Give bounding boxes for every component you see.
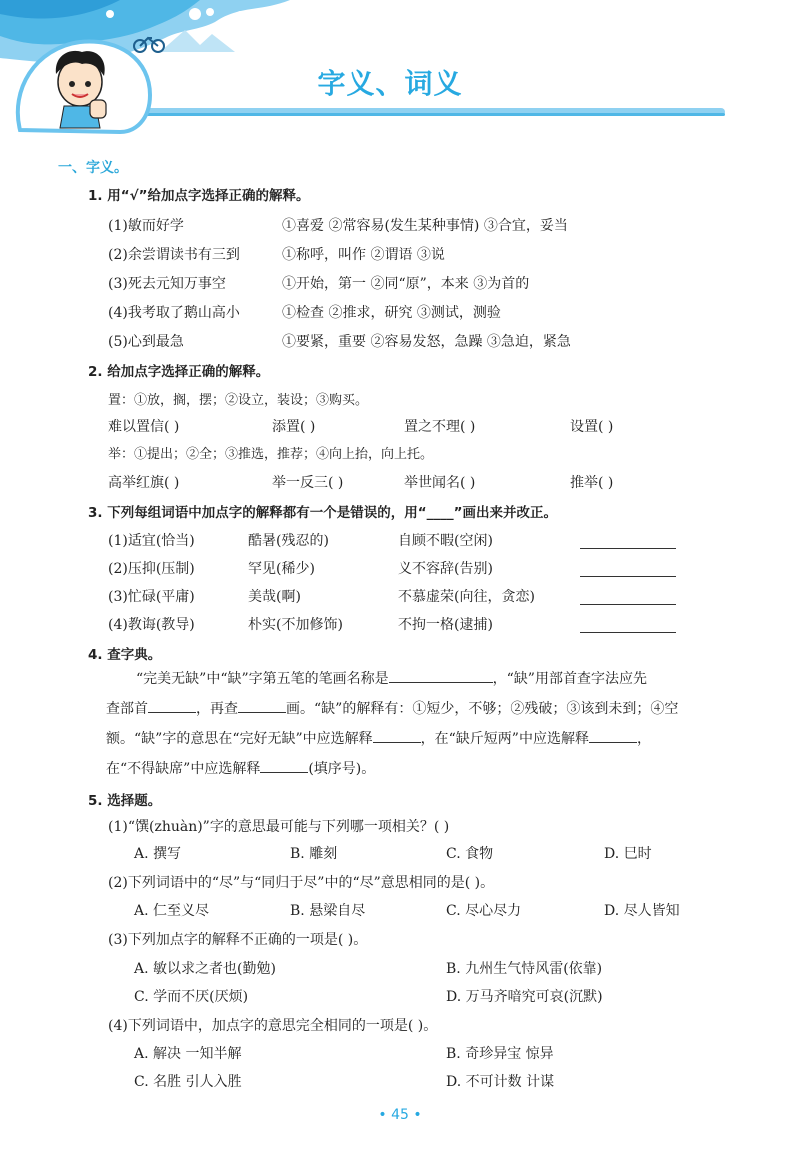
q5-option[interactable]: A. 仁至义尽 bbox=[134, 903, 210, 919]
question-5-heading: 5. 选择题。 bbox=[88, 793, 162, 809]
q1-row-2-phrase: (2)余尝谓读书有三到 bbox=[108, 247, 240, 263]
answer-blank[interactable] bbox=[260, 758, 308, 773]
q1-row-1-phrase: (1)敏而好学 bbox=[108, 218, 184, 234]
q2-definition-zhi: 置：①放，搁，摆；②设立，装设；③购买。 bbox=[108, 393, 369, 408]
child-thumbs-up-icon bbox=[56, 51, 106, 128]
q5-option[interactable]: D. 不可计数 计谋 bbox=[446, 1074, 555, 1090]
q5-option[interactable]: D. 尽人皆知 bbox=[604, 903, 680, 919]
question-1-heading: 1. 用“√”给加点字选择正确的解释。 bbox=[88, 188, 310, 204]
q5-option[interactable]: D. 万马齐喑究可哀(沉默) bbox=[446, 989, 603, 1005]
question-3-heading: 3. 下列每组词语中加点字的解释都有一个是错误的，用“____”画出来并改正。 bbox=[88, 505, 557, 521]
q3-cell: (1)适宜(恰当) bbox=[108, 533, 195, 549]
q2-item: 举世闻名( ) bbox=[404, 475, 476, 491]
q2-item: 难以置信( ) bbox=[108, 419, 180, 435]
answer-blank[interactable] bbox=[148, 698, 196, 713]
page-title: 字义、词义 bbox=[317, 67, 463, 100]
q5-sub-1: (1)“馔(zhuàn)”字的意思最可能与下列哪一项相关？( ) bbox=[108, 819, 450, 835]
q3-cell: (2)压抑(压制) bbox=[108, 561, 195, 577]
q5-sub-4: (4)下列词语中，加点字的意思完全相同的一项是( )。 bbox=[108, 1018, 438, 1034]
page-number: • 45 • bbox=[378, 1107, 422, 1123]
q5-option[interactable]: B. 九州生气恃风雷(依靠) bbox=[446, 961, 603, 977]
q2-item: 推举( ) bbox=[570, 475, 614, 491]
q2-item: 设置( ) bbox=[570, 419, 614, 435]
q3-cell: 朴实(不加修饰) bbox=[248, 617, 343, 633]
q5-sub-3: (3)下列加点字的解释不正确的一项是( )。 bbox=[108, 932, 368, 948]
q3-cell: (3)忙碌(平庸) bbox=[108, 589, 195, 605]
q5-option[interactable]: B. 悬梁自尽 bbox=[290, 903, 366, 919]
q2-item: 高举红旗( ) bbox=[108, 475, 180, 491]
q3-cell: 酷暑(残忍的) bbox=[248, 533, 329, 549]
q5-option[interactable]: D. 巳时 bbox=[604, 846, 652, 862]
q1-row-5-phrase: (5)心到最急 bbox=[108, 334, 184, 350]
q5-option[interactable]: C. 名胜 引人入胜 bbox=[134, 1074, 242, 1090]
answer-blank[interactable] bbox=[373, 728, 421, 743]
q3-cell: 罕见(稀少) bbox=[248, 561, 315, 577]
q1-row-1-options: ①喜爱 ②常容易(发生某种事情) ③合宜，妥当 bbox=[282, 218, 568, 234]
q3-cell: (4)教诲(教导) bbox=[108, 617, 195, 633]
answer-line[interactable] bbox=[580, 604, 676, 605]
q5-option[interactable]: C. 食物 bbox=[446, 846, 494, 862]
answer-blank[interactable] bbox=[238, 698, 286, 713]
q2-item: 置之不理( ) bbox=[404, 419, 476, 435]
q3-cell: 美哉(啊) bbox=[248, 589, 301, 605]
answer-blank[interactable] bbox=[589, 728, 637, 743]
q5-option[interactable]: B. 奇珍异宝 惊异 bbox=[446, 1046, 554, 1062]
q5-option[interactable]: A. 敏以求之者也(勤勉) bbox=[134, 961, 276, 977]
q5-option[interactable]: B. 雕刻 bbox=[290, 846, 338, 862]
q2-item: 添置( ) bbox=[272, 419, 316, 435]
q5-option[interactable]: C. 学而不厌(厌烦) bbox=[134, 989, 249, 1005]
q3-cell: 不慕虚荣(向往，贪恋) bbox=[398, 589, 535, 605]
q1-row-2-options: ①称呼，叫作 ②谓语 ③说 bbox=[282, 247, 445, 263]
q2-definition-ju: 举：①提出；②全；③推选，推荐；④向上抬，向上托。 bbox=[108, 447, 434, 462]
q1-row-4-phrase: (4)我考取了鹅山高小 bbox=[108, 305, 240, 321]
q5-option[interactable]: A. 撰写 bbox=[134, 846, 182, 862]
answer-blank[interactable] bbox=[389, 668, 493, 683]
question-4-heading: 4. 查字典。 bbox=[88, 647, 162, 663]
answer-line[interactable] bbox=[580, 576, 676, 577]
q1-row-3-options: ①开始，第一 ②同“原”，本来 ③为首的 bbox=[282, 276, 530, 292]
q1-row-4-options: ①检查 ②推求，研究 ③测试，测验 bbox=[282, 305, 501, 321]
q4-paragraph: “完美无缺”中“缺”字第五笔的笔画名称是 ，“缺”用部首查字法应先 查部首 ，再查 画。“缺”的解释有：①短少，不够；②残破；③该到未到；④空 额。“缺”字的意思在“完好无缺”中应选解释 ，在“缺斤短两”中应选解释 ， 在“不得缺席”中应选解释 (填序号)。 bbox=[108, 664, 728, 784]
answer-line[interactable] bbox=[580, 548, 676, 549]
q3-cell: 义不容辞(告别) bbox=[398, 561, 493, 577]
q1-row-3-phrase: (3)死去元知万事空 bbox=[108, 276, 226, 292]
q3-cell: 自顾不暇(空闲) bbox=[398, 533, 493, 549]
question-2-heading: 2. 给加点字选择正确的解释。 bbox=[88, 364, 270, 380]
q2-item: 举一反三( ) bbox=[272, 475, 344, 491]
q5-sub-2: (2)下列词语中的“尽”与“同归于尽”中的“尽”意思相同的是( )。 bbox=[108, 875, 495, 891]
answer-line[interactable] bbox=[580, 632, 676, 633]
q5-option[interactable]: C. 尽心尽力 bbox=[446, 903, 522, 919]
q3-cell: 不拘一格(逮捕) bbox=[398, 617, 493, 633]
section-title: 一、字义。 bbox=[58, 160, 128, 176]
q1-row-5-options: ①要紧，重要 ②容易发怒，急躁 ③急迫，紧急 bbox=[282, 334, 571, 350]
q5-option[interactable]: A. 解决 一知半解 bbox=[134, 1046, 242, 1062]
